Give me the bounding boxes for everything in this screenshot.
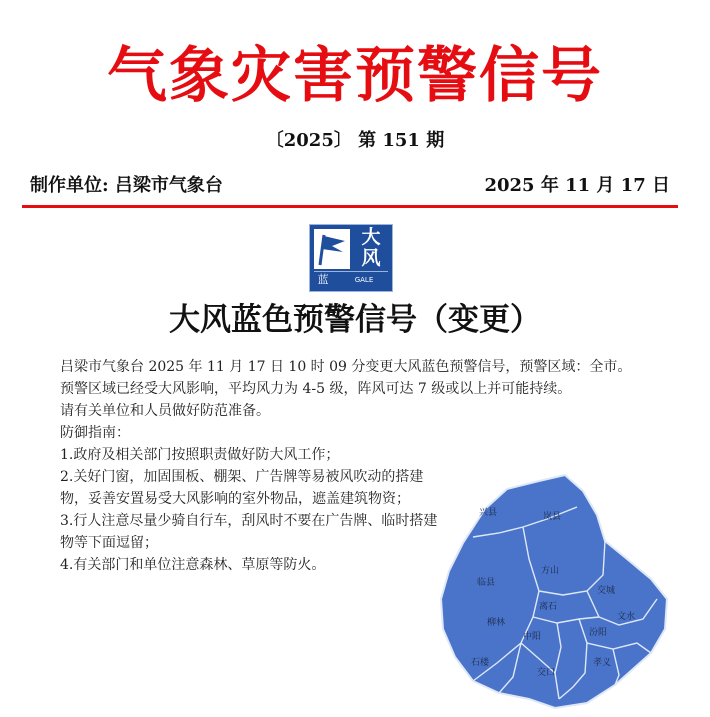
- body-paragraph: 请有关单位和人员做好防范准备。: [60, 403, 270, 419]
- guide-item: 3.行人注意尽量少骑自行车，刮风时不要在广告牌、临时搭建物等下面逗留；: [60, 513, 438, 551]
- document-title: 气象灾害预警信号: [107, 41, 603, 111]
- lvliang-warning-map: [437, 467, 677, 712]
- issue-number: 〔2025〕 第 151 期: [265, 130, 445, 151]
- guide-item: 2.关好门窗，加固围板、棚架、广告牌等易被风吹动的搭建物，妥善安置易受大风影响的室外物品，遮盖建筑物资；: [60, 469, 424, 507]
- county-label: 临县: [477, 578, 496, 588]
- county-label: 孝义: [593, 658, 612, 668]
- gale-blue-warning-badge: [309, 224, 393, 292]
- issuing-unit: 制作单位: 吕梁市气象台: [30, 175, 223, 196]
- badge-color-label: 蓝: [317, 273, 329, 286]
- county-label: 岚县: [543, 512, 562, 522]
- badge-gale-label: GALE: [354, 276, 374, 284]
- county-label: 交口: [537, 668, 556, 678]
- county-label: 交城: [597, 586, 616, 596]
- issue-date: 2025 年 11 月 17 日: [484, 175, 670, 196]
- meta-row: [30, 172, 670, 200]
- badge-bottom-bar: [314, 271, 388, 288]
- guide-item: 4.有关部门和单位注意森林、草原等防火。: [60, 557, 326, 573]
- county-label: 石楼: [471, 658, 490, 668]
- red-divider: [22, 205, 678, 208]
- guide-heading: 防御指南：: [60, 425, 130, 441]
- body-paragraph: 吕梁市气象台 2025 年 11 月 17 日 10 时 09 分变更大风蓝色预警信号，预警区域：全市。: [60, 359, 632, 375]
- county-label: 汾阳: [589, 628, 608, 638]
- county-label: 中阳: [523, 632, 542, 642]
- guide-item: 1.政府及相关部门按照职责做好防大风工作；: [60, 447, 340, 463]
- county-label: 柳林: [487, 618, 506, 628]
- warning-title: 大风蓝色预警信号（变更）: [169, 302, 541, 338]
- wind-flag-icon: [314, 229, 350, 269]
- county-label: 文水: [617, 612, 636, 622]
- warning-area-map: [437, 467, 677, 712]
- county-label: 离石: [539, 602, 558, 612]
- county-label: 方山: [541, 566, 560, 576]
- badge-wind-label: 大 风: [361, 226, 381, 269]
- county-label: 兴县: [479, 508, 498, 518]
- body-paragraph: 预警区域已经受大风影响，平均风力为 4-5 级，阵风可达 7 级或以上并可能持续。: [60, 381, 572, 397]
